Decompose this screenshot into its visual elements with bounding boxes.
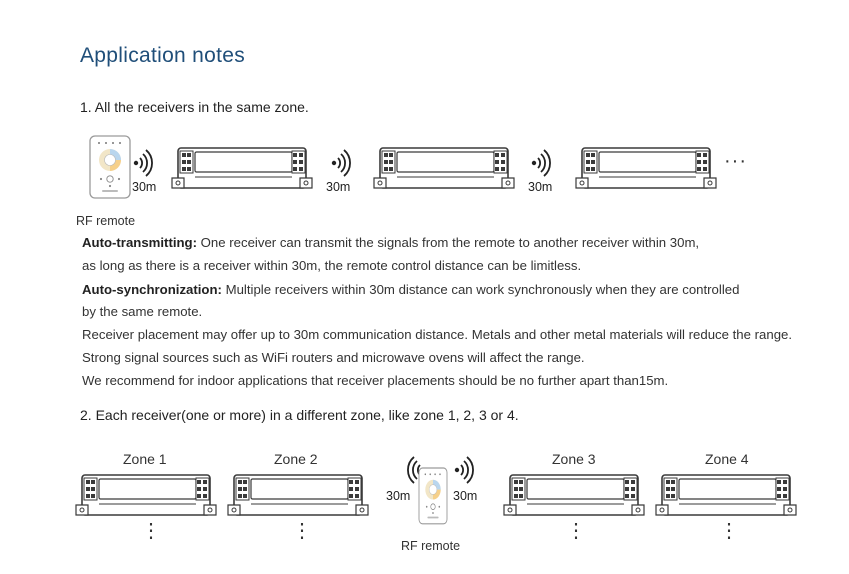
rf-remote-icon xyxy=(90,136,130,198)
zone-label: Zone 2 xyxy=(274,451,318,467)
rf-remote-label: RF remote xyxy=(401,539,461,553)
distance-label: 30m xyxy=(528,180,553,194)
distance-label: 30m xyxy=(453,489,478,503)
more-receivers-vertical-ellipsis: ⋮ xyxy=(566,520,586,542)
led-receiver-icon xyxy=(380,148,508,188)
more-receivers-vertical-ellipsis: ⋮ xyxy=(141,520,161,542)
distance-label: 30m xyxy=(326,180,351,194)
note-line: Receiver placement may offer up to 30m communication distance. Metals and other metal materials will reduce the range. xyxy=(82,327,793,342)
zone-label: Zone 3 xyxy=(552,451,596,467)
note-line: We recommend for indoor applications that receiver placements should be no further apart than15m. xyxy=(82,373,669,388)
rf-remote-label: RF remote xyxy=(76,214,136,228)
note-line: Auto-synchronization: Multiple receivers within 30m distance can work synchronously when they are controlled xyxy=(82,282,740,297)
led-receiver-icon xyxy=(582,148,710,188)
more-receivers-ellipsis: ··· xyxy=(724,150,747,172)
zone-label: Zone 4 xyxy=(705,451,749,467)
led-receiver-icon xyxy=(178,148,306,188)
section-1-heading: 1. All the receivers in the same zone. xyxy=(80,99,309,115)
more-receivers-vertical-ellipsis: ⋮ xyxy=(292,520,312,542)
led-receiver-icon xyxy=(234,475,362,515)
led-receiver-icon xyxy=(662,475,790,515)
more-receivers-vertical-ellipsis: ⋮ xyxy=(719,520,739,542)
rf-remote-icon xyxy=(419,468,447,526)
zone-label: Zone 1 xyxy=(123,451,167,467)
distance-label: 30m xyxy=(132,180,157,194)
note-line: by the same remote. xyxy=(82,304,203,319)
note-line: Auto-transmitting: One receiver can transmit the signals from the remote to another receiver within 30m, xyxy=(82,235,700,250)
page-title: Application notes xyxy=(80,44,246,67)
note-line: as long as there is a receiver within 30m, the remote control distance can be limitless. xyxy=(82,258,582,273)
led-receiver-icon xyxy=(82,475,210,515)
led-receiver-icon xyxy=(510,475,638,515)
distance-label: 30m xyxy=(386,489,411,503)
section-2-heading: 2. Each receiver(one or more) in a different zone, like zone 1, 2, 3 or 4. xyxy=(80,407,519,423)
note-line: Strong signal sources such as WiFi routers and microwave ovens will affect the range. xyxy=(82,350,585,365)
